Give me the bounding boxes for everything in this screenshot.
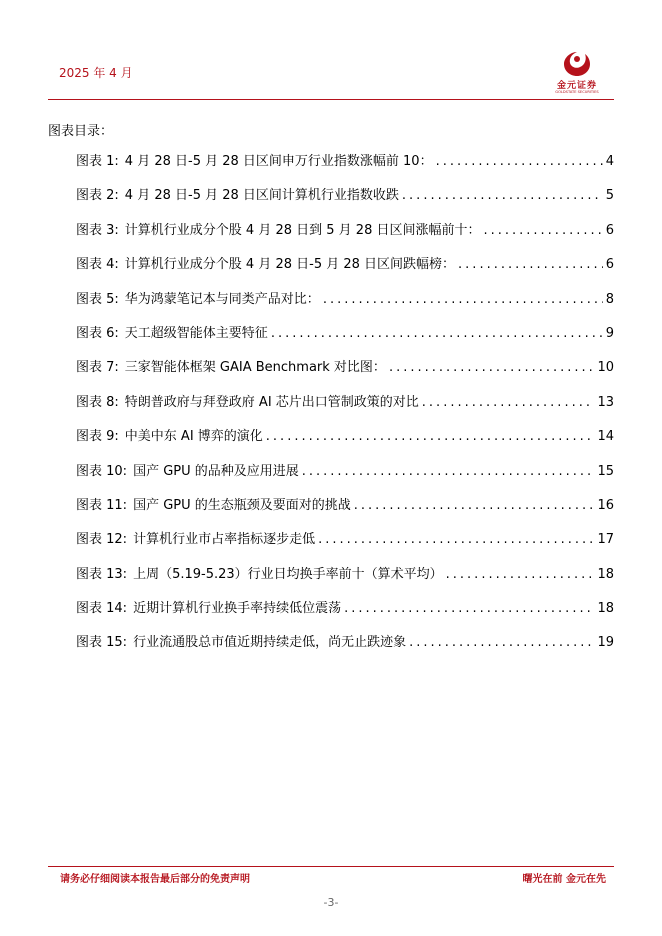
toc-entry-title: 4 月 28 日-5 月 28 日区间计算机行业指数收跌: [124, 188, 399, 204]
toc-entry-title: 天工超级智能体主要特征: [124, 325, 268, 341]
toc-entry-title: 中美中东 AI 博弈的演化: [124, 429, 263, 445]
toc-leader-dots: [271, 324, 603, 344]
toc-entry-page: 13: [597, 394, 614, 410]
toc-entry-title: 特朗普政府与拜登政府 AI 芯片出口管制政策的对比: [124, 394, 419, 410]
header-divider: [48, 99, 614, 100]
toc-leader-dots: [354, 496, 595, 516]
toc-leader-dots: [302, 462, 595, 482]
toc-leader-dots: [483, 221, 602, 241]
toc-entry-title: 国产 GPU 的品种及应用进展: [133, 463, 299, 479]
toc-entry-label: 图表 15:: [76, 635, 128, 651]
toc-leader-dots: [446, 565, 595, 585]
toc-entry-title: 国产 GPU 的生态瓶颈及要面对的挑战: [133, 497, 351, 513]
logo-name: 金元证券: [556, 81, 597, 91]
toc-entry-label: 图表 14:: [76, 601, 128, 617]
toc-entry[interactable]: [76, 358, 614, 392]
toc-entry-label: 图表 5:: [76, 291, 119, 307]
toc-entry[interactable]: [76, 324, 614, 358]
toc-entry-label: 图表 3:: [76, 222, 119, 238]
page-number: -3-: [323, 896, 339, 909]
footer-slogan: 曙光在前 金元在先: [522, 874, 606, 885]
toc-entry-title: 行业流通股总市值近期持续走低，尚无止跌迹象: [133, 635, 407, 651]
toc-entry-title: 计算机行业成分个股 4 月 28 日-5 月 28 日区间跌幅榜：: [124, 257, 456, 273]
toc-entry-page: 8: [605, 291, 614, 307]
toc-entry-page: 17: [597, 532, 614, 548]
logo-subtitle: GOLDSTATE SECURITIES: [555, 90, 599, 94]
toc-entry-page: 14: [597, 429, 614, 445]
toc-entry-label: 图表 2:: [76, 188, 119, 204]
toc-entry-label: 图表 9:: [76, 429, 119, 445]
toc-entry-label: 图表 4:: [76, 257, 119, 273]
toc-entry-title: 华为鸿蒙笔记本与同类产品对比：: [124, 291, 320, 307]
toc-leader-dots: [402, 186, 603, 206]
footer-disclaimer: 请务必仔细阅读本报告最后部分的免责声明: [60, 874, 250, 885]
toc-entry-title: 计算机行业成分个股 4 月 28 日到 5 月 28 日区间涨幅前十：: [124, 222, 481, 238]
toc-entry[interactable]: [76, 462, 614, 496]
toc-entry[interactable]: [76, 633, 614, 667]
toc-entry-page: 18: [597, 566, 614, 582]
toc-entry-page: 6: [605, 222, 614, 238]
report-date: 2025 年 4 月: [59, 66, 133, 80]
toc-entry[interactable]: [76, 255, 614, 289]
toc-entry-label: 图表 12:: [76, 532, 128, 548]
toc-entry-page: 6: [605, 257, 614, 273]
toc-leader-dots: [389, 358, 595, 378]
toc-entry-label: 图表 7:: [76, 360, 119, 376]
toc-entry[interactable]: [76, 186, 614, 220]
toc-entry[interactable]: [76, 393, 614, 427]
toc-leader-dots: [436, 152, 603, 172]
figure-table-of-contents: [76, 152, 614, 668]
toc-leader-dots: [266, 427, 595, 447]
toc-entry[interactable]: [76, 221, 614, 255]
company-logo: [546, 50, 608, 98]
toc-entry[interactable]: [76, 599, 614, 633]
toc-entry-page: 15: [597, 463, 614, 479]
toc-leader-dots: [344, 599, 594, 619]
toc-entry-label: 图表 10:: [76, 463, 128, 479]
toc-entry-label: 图表 8:: [76, 394, 119, 410]
toc-entry[interactable]: [76, 565, 614, 599]
toc-entry-title: 计算机行业市占率指标逐步走低: [133, 532, 316, 548]
toc-entry-page: 18: [597, 601, 614, 617]
footer-divider: [48, 866, 614, 867]
toc-entry-page: 19: [597, 635, 614, 651]
toc-leader-dots: [323, 290, 603, 310]
toc-entry-page: 10: [597, 360, 614, 376]
toc-entry-label: 图表 6:: [76, 325, 119, 341]
toc-entry-page: 9: [605, 325, 614, 341]
toc-entry-label: 图表 1:: [76, 154, 119, 169]
toc-leader-dots: [409, 633, 594, 653]
toc-entry[interactable]: [76, 496, 614, 530]
toc-entry-label: 图表 11:: [76, 497, 128, 513]
toc-entry-page: 16: [597, 497, 614, 513]
toc-entry[interactable]: [76, 427, 614, 461]
toc-entry[interactable]: [76, 290, 614, 324]
toc-leader-dots: [422, 393, 595, 413]
toc-leader-dots: [458, 255, 603, 275]
toc-entry[interactable]: [76, 152, 614, 186]
toc-entry-label: 图表 13:: [76, 566, 128, 582]
toc-entry-page: 5: [605, 188, 614, 204]
logo-emblem-icon: [546, 50, 608, 78]
toc-leader-dots: [318, 530, 594, 550]
toc-heading: 图表目录：: [48, 124, 114, 139]
toc-entry-title: 4 月 28 日-5 月 28 日区间申万行业指数涨幅前 10：: [124, 154, 433, 169]
toc-entry-page: 4: [605, 154, 614, 169]
toc-entry-title: 三家智能体框架 GAIA Benchmark 对比图：: [124, 360, 386, 376]
toc-entry[interactable]: [76, 530, 614, 564]
toc-entry-title: 上周（5.19-5.23）行业日均换手率前十（算术平均）: [133, 566, 443, 582]
toc-entry-title: 近期计算机行业换手率持续低位震荡: [133, 601, 342, 617]
